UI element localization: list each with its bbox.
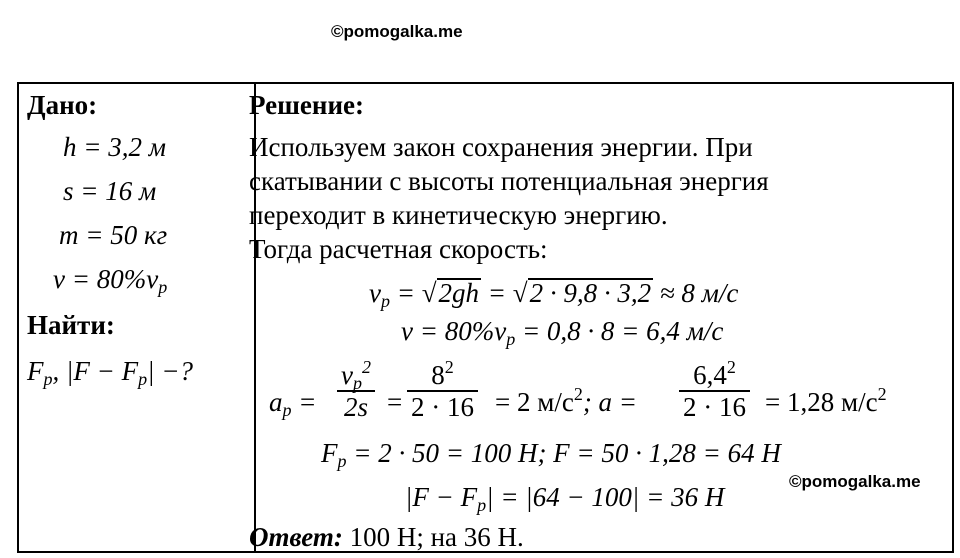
- equation-velocity: $v_р = √2gh = √2 \cdot 9,8 \cdot 3,2 \approx 8$ м/с: [369, 278, 739, 311]
- solution-text-4: Тогда расчетная скорость:: [249, 234, 548, 264]
- solution-text-3: переходит в кинетическую энергию.: [249, 200, 668, 230]
- solution-text-2: скатывании с высоты потенциальная энергия: [249, 166, 769, 196]
- given-distance: s = 16 м: [63, 176, 157, 206]
- equation-accel-actual: = 1,28 $м/с^2$: [765, 384, 887, 417]
- equation-accel-result: = 2 $м/с^2$; a =: [495, 384, 638, 417]
- given-mass: m = 50 кг: [59, 220, 168, 250]
- given-height: h = 3,2 м: [63, 132, 166, 162]
- equation-forces: $F_р = 2 \cdot 50 = 100$ Н; F = 50 · 1,28 = 64 Н: [321, 438, 781, 471]
- find-heading: Найти:: [27, 310, 115, 340]
- watermark-bottom: ©pomogalka.me: [789, 472, 921, 491]
- answer-text: 100 Н; на 36 Н.: [342, 522, 524, 552]
- watermark-top: ©pomogalka.me: [331, 22, 463, 41]
- equation-accel-eq: =: [387, 387, 403, 417]
- given-heading: Дано:: [27, 90, 98, 120]
- find-quantities: $F_р$, $|F - F_р|$ −?: [27, 356, 194, 389]
- equation-force-difference: $|F - F_р| = |64 - 100| = 36$ Н: [405, 482, 725, 515]
- fraction-six-four-squared: $\frac{6,4^2}{2 \cdot 16}$: [679, 360, 750, 422]
- answer-line: [249, 522, 524, 552]
- solution-text-1: Используем закон сохранения энергии. При: [249, 132, 753, 162]
- given-velocity: $v = 80\%v_р$: [53, 264, 168, 297]
- equation-accel-left: $a_р$ =: [269, 387, 317, 420]
- equation-actual-velocity: $v = 80\%v_р = 0,8 \cdot 8 = 6,4$ м/с: [401, 316, 724, 349]
- fraction-v-squared: $v_р^2$ 2s: [337, 360, 375, 422]
- solution-heading: Решение:: [249, 90, 364, 120]
- fraction-eight-squared: $\frac{8^2}{2 \cdot 16}$: [407, 360, 478, 422]
- answer-label: Ответ:: [249, 522, 343, 552]
